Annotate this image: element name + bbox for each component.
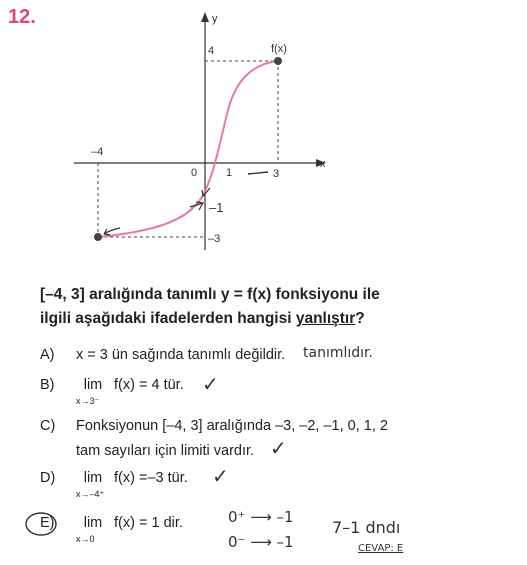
endpoint-right (274, 57, 282, 65)
question-line-2: ilgili aşağıdaki ifadelerden hangisi yanlıştır? (40, 310, 365, 327)
hand-line-1: 0⁺ ⟶ –1 (228, 508, 294, 526)
option-text: f(x) = 1 dir. (114, 515, 183, 531)
option-letter: D) (40, 470, 56, 486)
limit-subscript: x→–4⁺ (76, 489, 105, 499)
hand-answer: CEVAP: E (358, 543, 404, 554)
option-text: f(x) =–3 tür. (114, 470, 188, 486)
hand-minus-one: –1 (209, 200, 224, 215)
tick-x-3: 3 (273, 168, 280, 180)
tick-y-minus3: –3 (208, 233, 221, 245)
y-axis-label: y (212, 13, 218, 25)
option-letter: E) (40, 515, 55, 531)
y-axis-arrow (201, 12, 209, 22)
question-line-1: [–4, 3] aralığında tanımlı y = f(x) fonksiyonu ile (40, 286, 380, 303)
x-axis-label: x (320, 158, 326, 170)
function-curve (98, 61, 278, 237)
function-label: f(x) (271, 43, 287, 55)
function-graph (0, 0, 527, 280)
checkmark-icon: ✓ (202, 372, 219, 396)
question-number: 12. (8, 6, 36, 28)
limit-operator: lim x→3⁻ (76, 377, 103, 406)
checkmark-icon: ✓ (270, 436, 287, 460)
limit-operator: lim x→0 (76, 515, 103, 544)
hand-brace-note: 7–1 dndı (332, 518, 401, 537)
limit-subscript: x→0 (76, 534, 95, 544)
option-text-continued: tam sayıları için limiti vardır. (76, 443, 255, 459)
tick-y-4: 4 (208, 45, 215, 57)
hand-line-2: 0⁻ ⟶ –1 (228, 533, 294, 551)
underlined-keyword: yanlıştır (295, 310, 356, 327)
option-letter: C) (40, 418, 56, 434)
checkmark-icon: ✓ (212, 464, 229, 488)
tick-x-minus4: –4 (91, 146, 104, 158)
option-letter: B) (40, 377, 55, 393)
question-stem (40, 283, 510, 331)
hand-note-a: tanımlıdır. (303, 345, 373, 361)
tick-x-1: 1 (226, 167, 233, 179)
option-text: f(x) = 4 tür. (114, 377, 184, 393)
limit-operator: lim x→–4⁺ (76, 470, 105, 499)
endpoint-left (94, 233, 102, 241)
option-letter: A) (40, 347, 55, 363)
option-text: x = 3 ün sağında tanımlı değildir. (76, 347, 286, 363)
tick-origin: 0 (191, 167, 198, 179)
option-text: Fonksiyonun [–4, 3] aralığında –3, –2, –1, 0, 1, 2 (76, 418, 388, 434)
hand-arrow-stroke (248, 172, 268, 174)
limit-subscript: x→3⁻ (76, 396, 100, 406)
